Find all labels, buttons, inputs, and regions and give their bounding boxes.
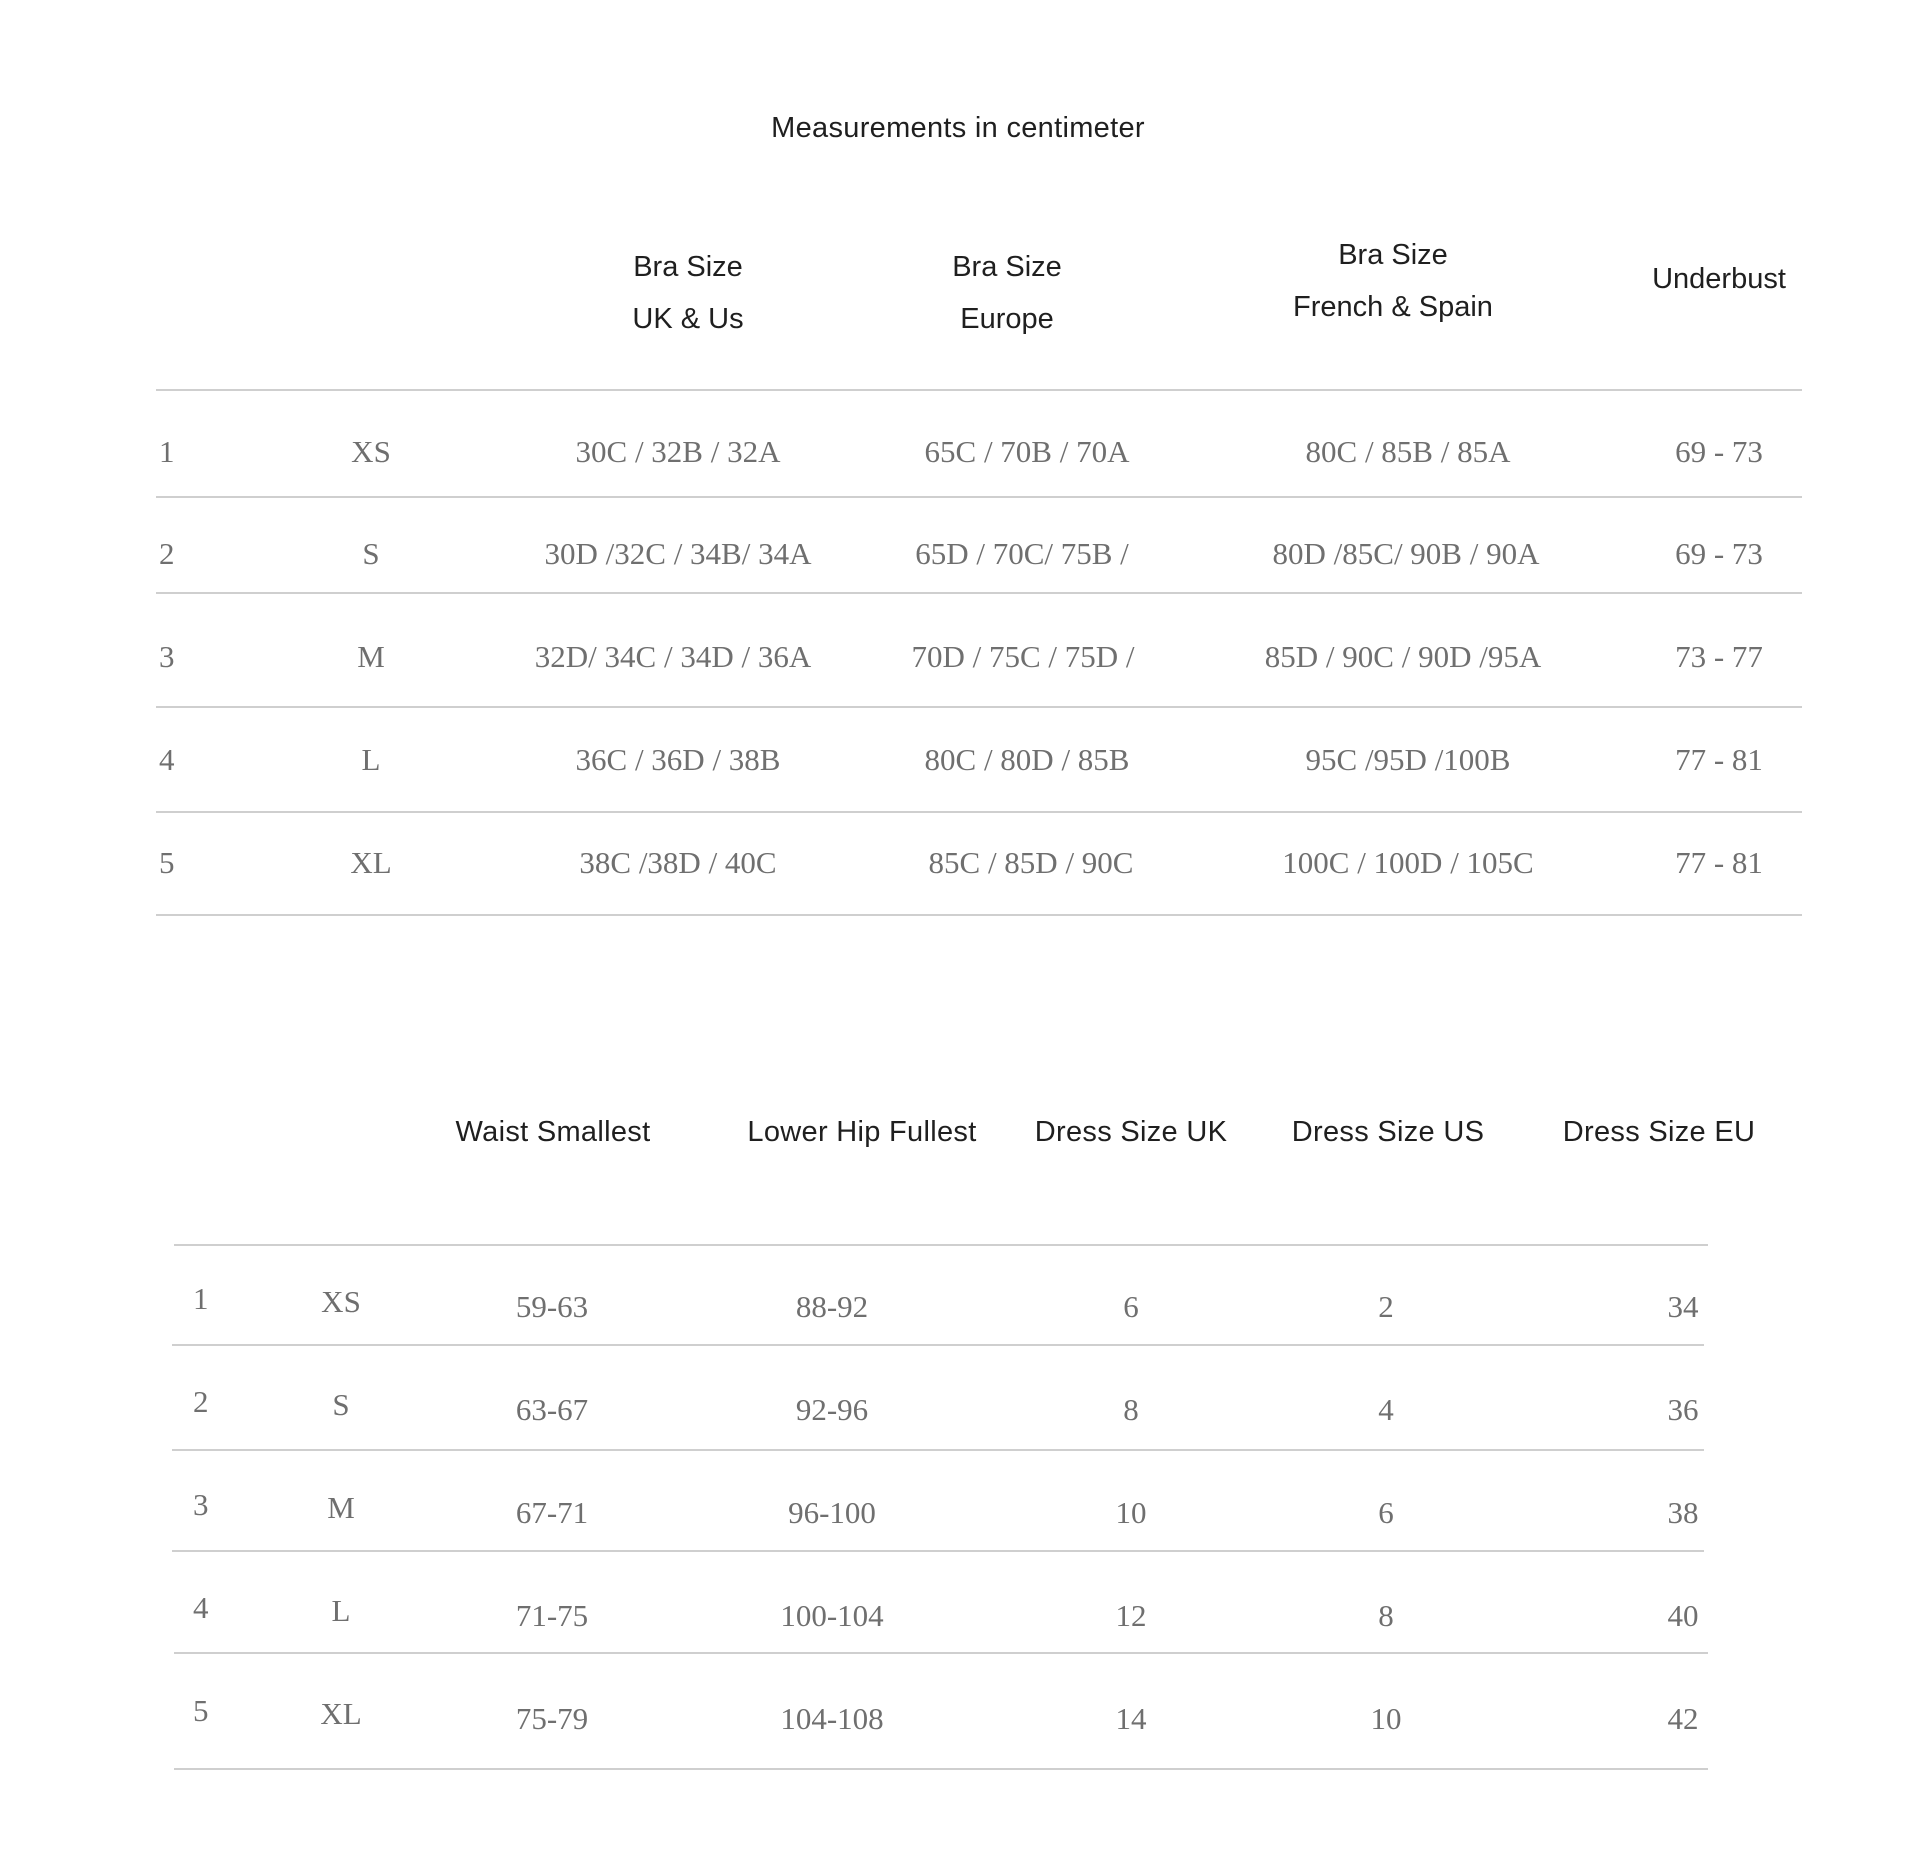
row-size: S: [362, 536, 380, 571]
row-number: 4: [193, 1590, 209, 1625]
row-number: 1: [159, 434, 175, 469]
header-lower-hip-fullest: Lower Hip Fullest: [747, 1116, 977, 1148]
cell-waist: 59-63: [515, 1289, 589, 1324]
page-title: Measurements in centimeter: [771, 112, 1145, 144]
cell-dress-us: 8: [1378, 1598, 1394, 1633]
row-size: XL: [320, 1696, 362, 1731]
cell-uk-us: 36C / 36D / 38B: [575, 742, 781, 777]
cell-hip: 92-96: [795, 1392, 869, 1427]
header-bra-uk-us: Bra Size UK & Us: [632, 251, 744, 335]
cell-underbust: 77 - 81: [1675, 845, 1763, 880]
cell-french-spain: 85D / 90C / 90D /95A: [1264, 639, 1542, 674]
row-size: M: [327, 1490, 355, 1525]
cell-hip: 96-100: [788, 1495, 876, 1530]
row-number: 5: [159, 845, 175, 880]
row-number: 3: [159, 639, 175, 674]
header-waist-smallest: Waist Smallest: [455, 1116, 651, 1148]
cell-dress-uk: 8: [1123, 1392, 1139, 1427]
cell-dress-eu: 36: [1667, 1392, 1699, 1427]
table-divider: [172, 1449, 1704, 1451]
table-divider: [174, 1768, 1708, 1770]
cell-french-spain: 80D /85C/ 90B / 90A: [1272, 536, 1540, 571]
header-bra-europe: Bra Size Europe: [952, 251, 1062, 335]
cell-dress-us: 2: [1378, 1289, 1394, 1324]
table-divider: [156, 389, 1802, 391]
cell-dress-eu: 38: [1667, 1495, 1699, 1530]
cell-underbust: 77 - 81: [1675, 742, 1763, 777]
table-divider: [156, 706, 1802, 708]
row-size: L: [361, 742, 381, 777]
table-divider: [156, 914, 1802, 916]
cell-uk-us: 38C /38D / 40C: [579, 845, 777, 880]
cell-dress-eu: 40: [1667, 1598, 1699, 1633]
cell-europe: 70D / 75C / 75D /: [911, 639, 1135, 674]
row-size: M: [357, 639, 385, 674]
cell-dress-uk: 12: [1115, 1598, 1147, 1633]
cell-europe: 65D / 70C/ 75B /: [915, 536, 1129, 571]
header-bra-french-spain: Bra Size French & Spain: [1293, 239, 1493, 323]
cell-dress-uk: 10: [1115, 1495, 1147, 1530]
row-number: 5: [193, 1693, 209, 1728]
cell-dress-us: 4: [1378, 1392, 1394, 1427]
row-size: XL: [350, 845, 392, 880]
cell-europe: 85C / 85D / 90C: [928, 845, 1134, 880]
row-number: 4: [159, 742, 175, 777]
row-size: XS: [321, 1284, 361, 1319]
row-number: 2: [159, 536, 175, 571]
row-number: 1: [193, 1281, 209, 1316]
cell-waist: 67-71: [515, 1495, 589, 1530]
table-divider: [172, 1550, 1704, 1552]
cell-europe: 80C / 80D / 85B: [924, 742, 1130, 777]
header-dress-size-uk: Dress Size UK: [1034, 1116, 1228, 1148]
table-divider: [156, 592, 1802, 594]
cell-french-spain: 95C /95D /100B: [1305, 742, 1511, 777]
row-number: 3: [193, 1487, 209, 1522]
table-divider: [172, 1344, 1704, 1346]
cell-europe: 65C / 70B / 70A: [924, 434, 1130, 469]
cell-dress-us: 6: [1378, 1495, 1394, 1530]
cell-hip: 104-108: [780, 1701, 884, 1736]
header-dress-size-eu: Dress Size EU: [1562, 1116, 1756, 1148]
table-divider: [174, 1244, 1708, 1246]
cell-waist: 75-79: [515, 1701, 589, 1736]
cell-waist: 71-75: [515, 1598, 589, 1633]
cell-dress-us: 10: [1370, 1701, 1402, 1736]
cell-uk-us: 32D/ 34C / 34D / 36A: [534, 639, 812, 674]
cell-french-spain: 100C / 100D / 105C: [1282, 845, 1534, 880]
cell-hip: 100-104: [780, 1598, 884, 1633]
cell-french-spain: 80C / 85B / 85A: [1305, 434, 1511, 469]
cell-dress-uk: 6: [1123, 1289, 1139, 1324]
cell-dress-uk: 14: [1115, 1701, 1147, 1736]
cell-hip: 88-92: [795, 1289, 869, 1324]
table-divider: [156, 496, 1802, 498]
cell-underbust: 69 - 73: [1675, 434, 1763, 469]
cell-underbust: 73 - 77: [1675, 639, 1763, 674]
cell-uk-us: 30C / 32B / 32A: [575, 434, 781, 469]
row-number: 2: [193, 1384, 209, 1419]
table-divider: [156, 811, 1802, 813]
cell-underbust: 69 - 73: [1675, 536, 1763, 571]
row-size: L: [331, 1593, 351, 1628]
header-underbust: Underbust: [1652, 263, 1786, 295]
cell-dress-eu: 34: [1667, 1289, 1699, 1324]
row-size: XS: [351, 434, 391, 469]
row-size: S: [332, 1387, 350, 1422]
table-divider: [174, 1652, 1708, 1654]
cell-dress-eu: 42: [1667, 1701, 1699, 1736]
header-dress-size-us: Dress Size US: [1291, 1116, 1485, 1148]
cell-waist: 63-67: [515, 1392, 589, 1427]
cell-uk-us: 30D /32C / 34B/ 34A: [544, 536, 812, 571]
